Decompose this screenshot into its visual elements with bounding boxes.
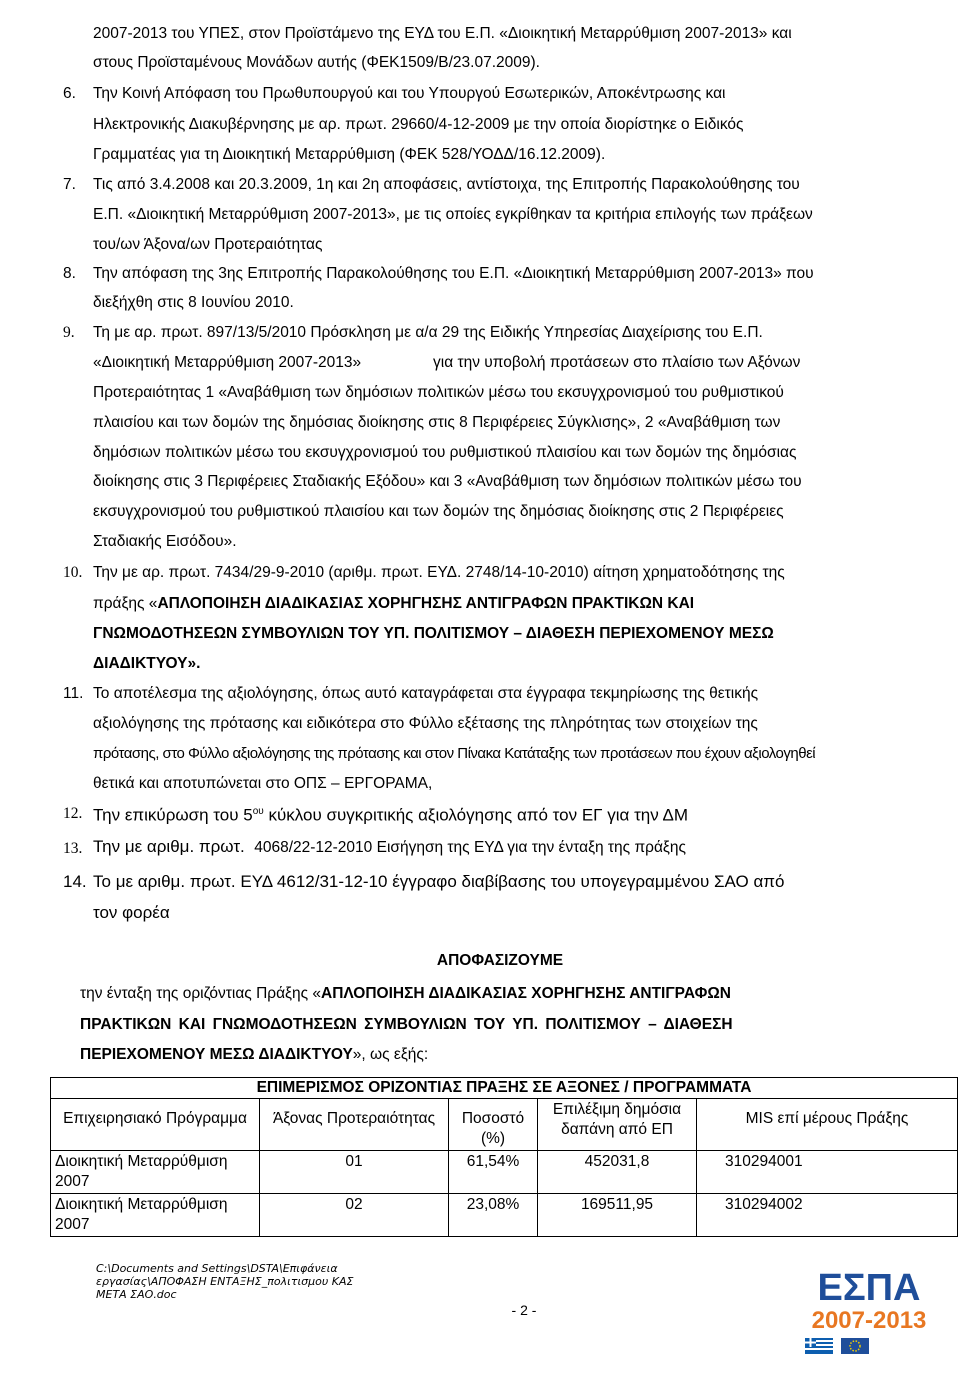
text-line: Το με αριθμ. πρωτ. ΕΥΔ 4612/31-12-10 έγγραφο διαβίβασης του υπογεγραμμένου ΣΑΟ από	[93, 872, 785, 891]
text-line	[93, 594, 694, 614]
list-number: 10.	[63, 564, 83, 581]
text-line: Την απόφαση της 3ης Επιτροπής Παρακολούθησης του Ε.Π. «Διοικητική Μεταρρύθμιση 2007-2013» που	[93, 265, 814, 282]
logo-years: 2007-2013	[811, 1307, 927, 1334]
text-line: Γραμματέας για τη Διοικητική Μεταρρύθμιση (ΦΕΚ 528/ΥΟΔΔ/16.12.2009).	[93, 146, 606, 163]
text-line: για την υποβολή προτάσεων στο πλαίσιο των Αξόνων	[433, 354, 801, 371]
table-cell: 01	[260, 1151, 449, 1194]
text-segment: Την με αριθμ. πρωτ.	[93, 837, 245, 856]
text-segment: την ένταξη της οριζόντιας Πράξης «	[80, 985, 321, 1002]
file-path-line: C:\Documents and Settings\DSTA\Επιφάνεια	[96, 1262, 338, 1275]
espa-logo-graphic	[805, 1258, 933, 1354]
text-line: διοίκησης στις 3 Περιφέρειες Σταδιακής Εξόδου» και 3 «Αναβάθμιση των δημόσιων πολιτικών μέσω του	[93, 473, 802, 490]
text-line: τον φορέα	[93, 903, 170, 922]
table-cell: 23,08%	[449, 1194, 538, 1237]
table-header-cell: Επιλέξιμη δημόσια δαπάνη από ΕΠ	[538, 1099, 697, 1151]
superscript: ου	[252, 806, 264, 817]
table-caption: ΕΠΙΜΕΡΙΣΜΟΣ ΟΡΙΖΟΝΤΙΑΣ ΠΡΑΞΗΣ ΣΕ ΑΞΟΝΕΣ / ΠΡΟΓΡΑΜΜΑΤΑ	[51, 1078, 958, 1099]
text-line: Τη με αρ. πρωτ. 897/13/5/2010 Πρόσκληση με α/α 29 της Ειδικής Υπηρεσίας Διαχείρισης του Ε.Π.	[93, 324, 763, 341]
logo-text: ΕΣΠΑ	[817, 1267, 921, 1309]
text-line: Ε.Π. «Διοικητική Μεταρρύθμιση 2007-2013», με τις οποίες εγκρίθηκαν τα κριτήρια επιλογής των πράξεων	[93, 206, 813, 223]
text-line: «Διοικητική Μεταρρύθμιση 2007-2013»	[93, 354, 362, 371]
list-number: 7.	[63, 176, 76, 193]
list-number: 14.	[63, 872, 87, 891]
decision-text	[80, 984, 731, 1004]
allocation-table	[50, 1077, 958, 1237]
text-segment: 4068/22-12-2010 Εισήγηση της ΕΥΔ για την ένταξη της πράξης	[254, 839, 686, 856]
table-row	[51, 1151, 958, 1194]
text-line: διεξήχθη στις 8 Ιουνίου 2010.	[93, 294, 294, 311]
text-line: Το αποτέλεσμα της αξιολόγησης, όπως αυτό καταγράφεται στα έγγραφα τεκμηρίωσης της θετικής	[93, 685, 759, 702]
table-cell: 452031,8	[538, 1151, 697, 1194]
table-header-cell: Επιχειρησιακό Πρόγραμμα	[51, 1099, 260, 1151]
project-title-part: ΑΠΛΟΠΟΙΗΣΗ ΔΙΑΔΙΚΑΣΙΑΣ ΧΟΡΗΓΗΣΗΣ ΑΝΤΙΓΡΑΦΩΝ	[321, 985, 731, 1002]
list-number: 11.	[63, 685, 84, 702]
table-header-cell: Άξονας Προτεραιότητας	[260, 1099, 449, 1151]
file-path	[96, 1262, 353, 1301]
project-title-part: ΠΡΑΚΤΙΚΩΝ ΚΑΙ ΓΝΩΜΟΔΟΤΗΣΕΩΝ ΣΥΜΒΟΥΛΙΩΝ ΤΟΥ ΥΠ. ΠΟΛΙΤΙΣΜΟΥ – ΔΙΑΘΕΣΗ	[80, 1016, 733, 1033]
table-cell: 61,54%	[449, 1151, 538, 1194]
eu-flag-icon	[841, 1338, 869, 1354]
table-header-cell: MIS επί μέρους Πράξης	[697, 1099, 958, 1151]
project-title-part: ΑΠΛΟΠΟΙΗΣΗ ΔΙΑΔΙΚΑΣΙΑΣ ΧΟΡΗΓΗΣΗΣ ΑΝΤΙΓΡΑΦΩΝ ΠΡΑΚΤΙΚΩΝ ΚΑΙ	[157, 595, 695, 612]
text-line: εκσυγχρονισμού του ρυθμιστικού πλαισίου και των δομών της δημόσιας διοίκησης στις 2 Περιφέρειες	[93, 503, 784, 520]
text-line: αξιολόγησης της πρότασης και ειδικότερα στο Φύλλο εξέτασης της πληρότητας των στοιχείων της	[93, 715, 758, 732]
text-line: Ηλεκτρονικής Διακυβέρνησης με αρ. πρωτ. 29660/4-12-2009 με την οποία διορίστηκε ο Ειδικός	[93, 116, 744, 133]
decision-heading: ΑΠΟΦΑΣΙΖΟΥΜΕ	[436, 952, 564, 969]
table-cell: 02	[260, 1194, 449, 1237]
text-line: πλαισίου και των δομών της δημόσιας διοίκησης στις 8 Περιφέρειες Σύγκλισης», 2 «Αναβάθμιση των	[93, 414, 781, 431]
file-path-line: εργασίας\ΑΠΟΦΑΣΗ ΕΝΤΑΞΗΣ_πολιτισμου ΚΑΣ	[96, 1275, 354, 1288]
text-line: στους Προϊσταμένους Μονάδων αυτής (ΦΕΚ1509/Β/23.07.2009).	[93, 54, 540, 71]
project-title-part: ΓΝΩΜΟΔΟΤΗΣΕΩΝ ΣΥΜΒΟΥΛΙΩΝ ΤΟΥ ΥΠ. ΠΟΛΙΤΙΣΜΟΥ – ΔΙΑΘΕΣΗ ΠΕΡΙΕΧΟΜΕΝΟΥ ΜΕΣΩ	[93, 625, 774, 642]
text-line: 2007-2013 του ΥΠΕΣ, στον Προϊστάμενο της ΕΥΔ του Ε.Π. «Διοικητική Μεταρρύθμιση 2007-2013» και	[93, 25, 792, 42]
table-header-cell: Ποσοστό (%)	[449, 1099, 538, 1151]
greek-flag-icon	[805, 1338, 833, 1354]
text-segment: Την επικύρωση του 5	[93, 805, 253, 825]
list-number: 9.	[63, 324, 75, 341]
project-title-part: ΔΙΑΔΙΚΤΥΟΥ».	[93, 655, 201, 672]
text-line: Την Κοινή Απόφαση του Πρωθυπουργού και του Υπουργού Εσωτερικών, Αποκέντρωσης και	[93, 85, 726, 102]
table-cell: 310294002	[697, 1194, 958, 1237]
text-line	[93, 837, 686, 858]
text-line: Σταδιακής Εισόδου».	[93, 533, 237, 550]
list-number: 12.	[63, 805, 83, 822]
text-segment: κύκλου συγκριτικής αξιολόγησης από τον ΕΓ για την ΔΜ	[263, 805, 689, 825]
table-row	[51, 1194, 958, 1237]
text-line: δημόσιων πολιτικών μέσω του εκσυγχρονισμού του ρυθμιστικού πλαισίου και των δομών της δημόσιας	[93, 444, 797, 461]
table-header-row	[51, 1099, 958, 1151]
espa-logo-icon	[805, 1258, 933, 1354]
list-number: 6.	[63, 85, 76, 102]
project-title-part: ΠΕΡΙΕΧΟΜΕΝΟΥ ΜΕΣΩ ΔΙΑΔΙΚΤΥΟΥ	[80, 1046, 353, 1063]
table-cell: Διοικητική Μεταρρύθμιση 2007	[51, 1194, 260, 1237]
text-segment: πράξης «	[93, 595, 158, 612]
text-line: πρότασης, στο Φύλλο αξιολόγησης της πρότασης και στον Πίνακα Κατάταξης των προτάσεων που έχουν αξιολογηθεί	[93, 745, 816, 762]
table-cell: 169511,95	[538, 1194, 697, 1237]
text-line	[93, 802, 688, 826]
table-cell: 310294001	[697, 1151, 958, 1194]
text-line: Τις από 3.4.2008 και 20.3.2009, 1η και 2η αποφάσεις, αντίστοιχα, της Επιτροπής Παρακολούθησης του	[93, 176, 800, 193]
text-segment: », ως εξής:	[352, 1046, 429, 1063]
text-line: θετικά και αποτυπώνεται στο ΟΠΣ – ΕΡΓΟΡΑΜΑ,	[93, 775, 433, 792]
list-number: 13.	[63, 840, 83, 857]
decision-text	[80, 1045, 428, 1065]
page-number: - 2 -	[511, 1302, 537, 1318]
table-cell: Διοικητική Μεταρρύθμιση 2007	[51, 1151, 260, 1194]
file-path-line: ΜΕΤΑ ΣΑΟ.doc	[96, 1288, 177, 1301]
text-line: Την με αρ. πρωτ. 7434/29-9-2010 (αριθμ. πρωτ. ΕΥΔ. 2748/14-10-2010) αίτηση χρηματοδότησης της	[93, 564, 785, 581]
text-line: του/ων Άξονα/ων Προτεραιότητας	[93, 236, 323, 253]
text-line: Προτεραιότητας 1 «Αναβάθμιση των δημόσιων πολιτικών μέσω του εκσυγχρονισμού του ρυθμιστικού	[93, 384, 784, 401]
list-number: 8.	[63, 265, 76, 282]
